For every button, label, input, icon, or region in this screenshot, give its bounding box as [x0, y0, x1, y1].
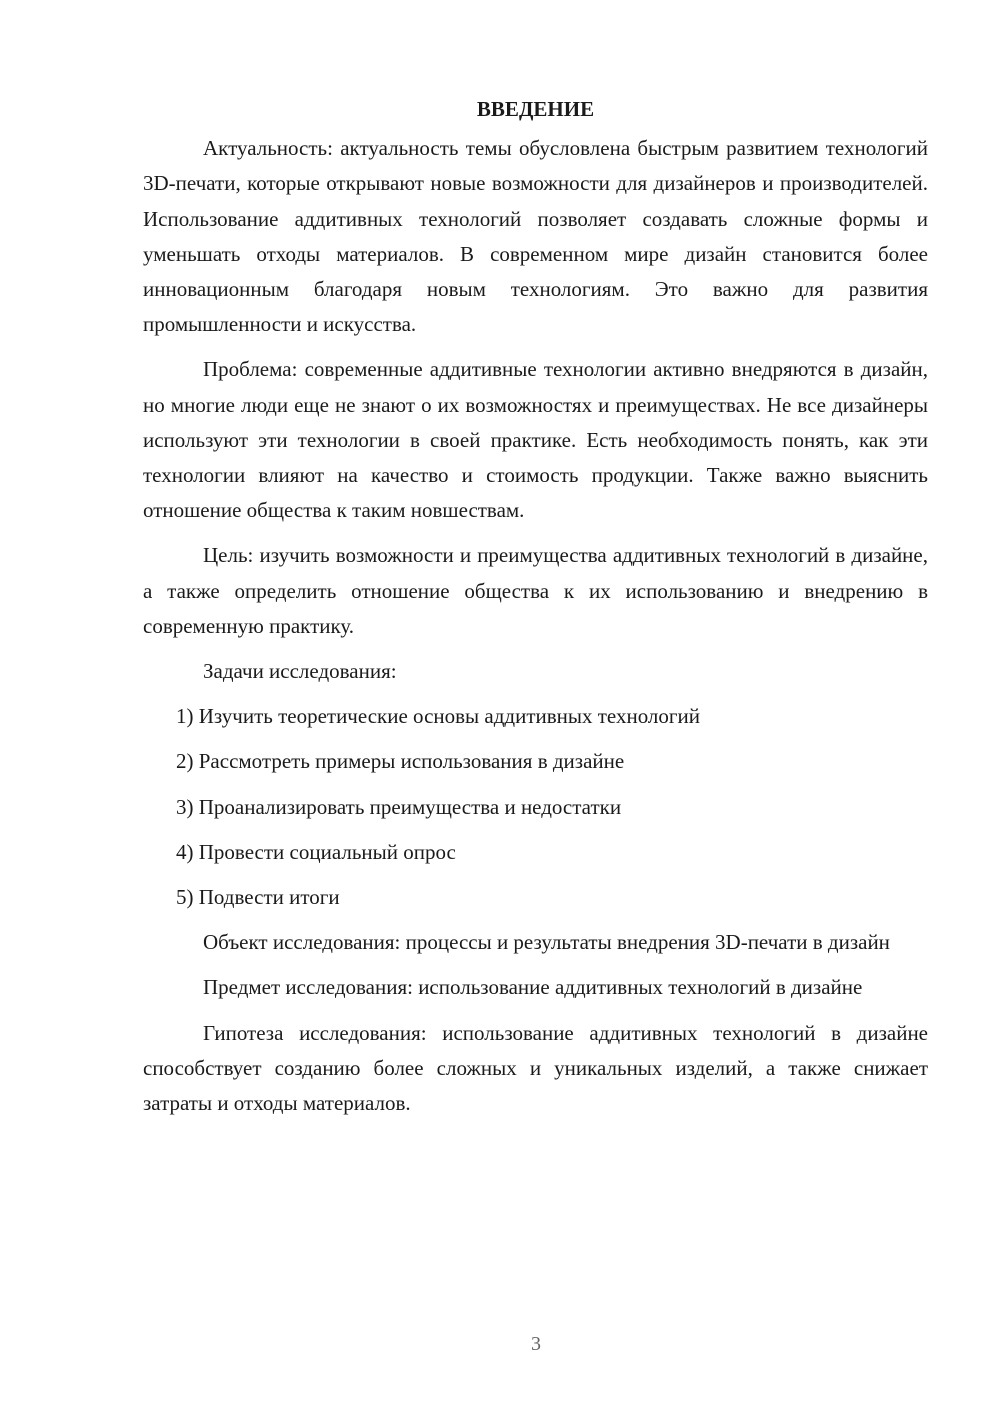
task-item: 2) Рассмотреть примеры использования в дизайне [176, 749, 625, 774]
paragraph-object: Объект исследования: процессы и результаты внедрения 3D-печати в дизайн [203, 930, 890, 955]
paragraph-relevance: Актуальность: актуальность темы обусловлена быстрым развитием технологий 3D-печати, которые открывают новые возможности для дизайнеров и производителей. Использование аддитивных технологий позволяет создавать сложные формы и уменьшать отходы материалов. В современном мире дизайн становится более инновационным благодаря новым технологиям. Это важно для развития промышленности и искусства. [143, 136, 928, 337]
section-title: ВВЕДЕНИЕ [476, 97, 595, 121]
task-item: 5) Подвести итоги [176, 885, 340, 910]
paragraph-problem: Проблема: современные аддитивные технологии активно внедряются в дизайн, но многие люди еще не знают о их возможностях и преимуществах. Не все дизайнеры используют эти технологии в своей практике. Есть необходимость понять, как эти технологии влияют на качество и стоимость продукции. Также важно выяснить отношение общества к таким новшествам. [143, 357, 928, 523]
paragraph-goal: Цель: изучить возможности и преимущества аддитивных технологий в дизайне, а также определить отношение общества к их использованию и внедрению в современную практику. [143, 543, 928, 638]
paragraph-subject: Предмет исследования: использование аддитивных технологий в дизайне [203, 975, 863, 1000]
paragraph-hypothesis: Гипотеза исследования: использование аддитивных технологий в дизайне способствует созданию более сложных и уникальных изделий, а также снижает затраты и отходы материалов. [143, 1020, 928, 1116]
tasks-list [143, 699, 928, 915]
page-number: 3 [531, 1333, 541, 1355]
task-item: 3) Проанализировать преимущества и недостатки [176, 794, 622, 819]
task-item: 1) Изучить теоретические основы аддитивных технологий [176, 704, 701, 729]
tasks-heading: Задачи исследования: [203, 659, 397, 684]
task-item: 4) Провести социальный опрос [176, 839, 456, 864]
document-page [143, 92, 928, 1131]
